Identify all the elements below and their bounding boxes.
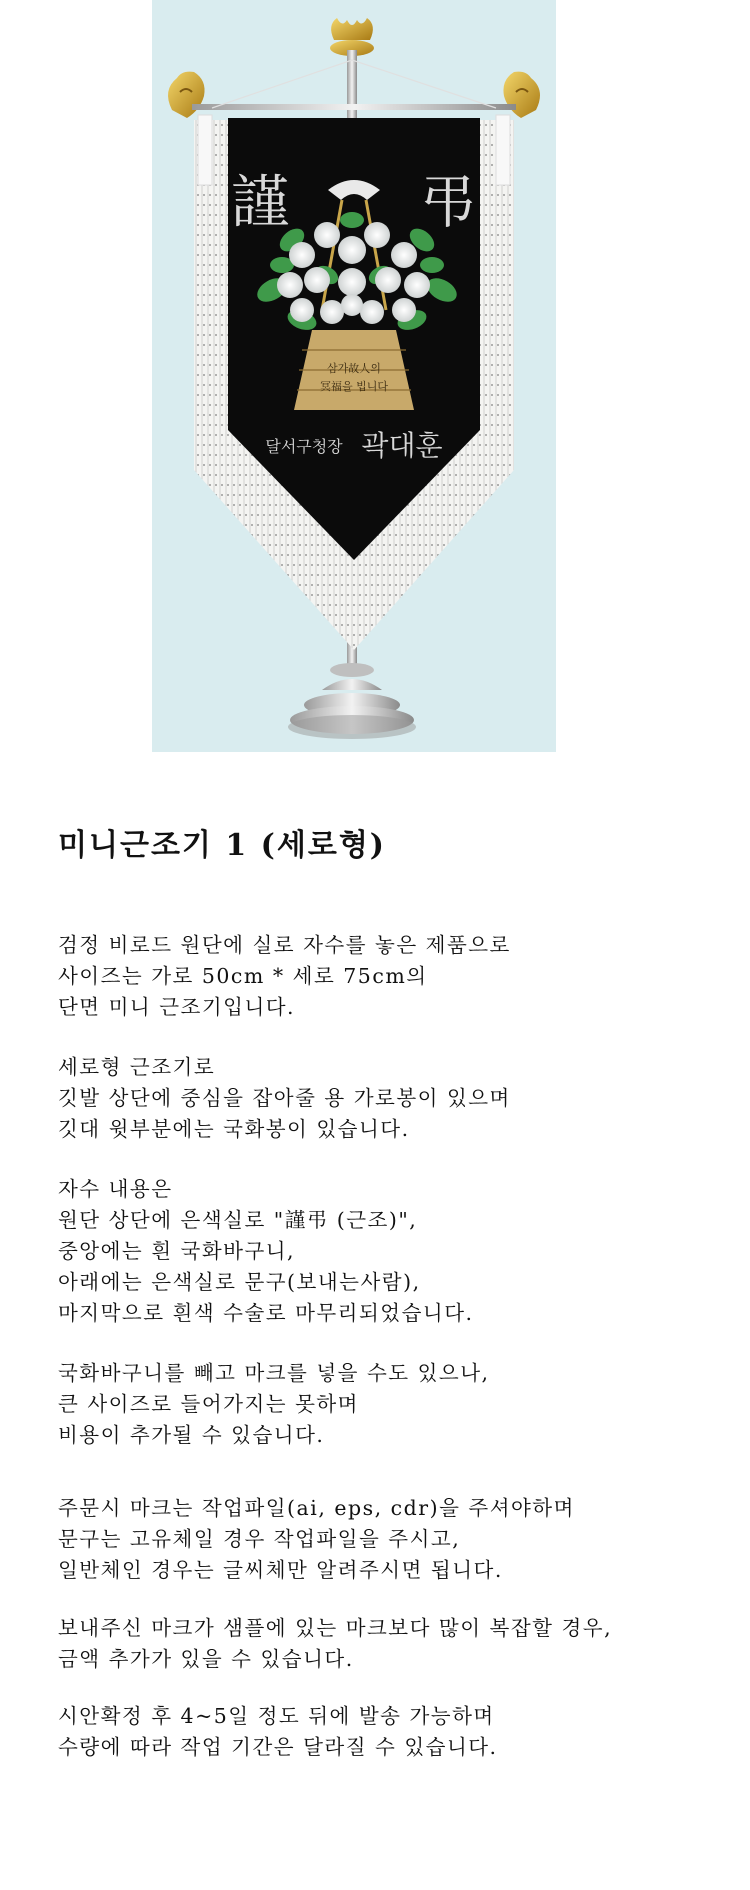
sender-name-text: 곽대훈 xyxy=(361,429,443,462)
description-line: 중앙에는 흰 국화바구니, xyxy=(58,1239,296,1263)
description-line: 원단 상단에 은색실로 "謹弔 (근조)", xyxy=(58,1208,418,1232)
description-paragraph xyxy=(58,1174,738,1329)
description-line: 아래에는 은색실로 문구(보내는사람), xyxy=(58,1270,421,1294)
description-line: 국화바구니를 빼고 마크를 넣을 수도 있으나, xyxy=(58,1361,490,1385)
description-paragraph xyxy=(58,1493,738,1586)
description-line: 주문시 마크는 작업파일(ai, eps, cdr)을 주셔야하며 xyxy=(58,1496,575,1520)
description-line: 단면 미니 근조기입니다. xyxy=(58,995,296,1019)
mourning-banner-illustration xyxy=(152,0,556,752)
description-line: 깃발 상단에 중심을 잡아줄 용 가로봉이 있으며 xyxy=(58,1086,511,1110)
description-paragraph xyxy=(58,1358,738,1451)
flower-basket xyxy=(294,330,414,410)
banner-left-character: 謹 xyxy=(230,168,290,236)
description-line: 보내주신 마크가 샘플에 있는 마크보다 많이 복잡할 경우, xyxy=(58,1616,613,1640)
banner-right-character: 弔 xyxy=(418,168,478,236)
description-paragraph xyxy=(58,1052,738,1145)
description-line: 수량에 따라 작업 기간은 달라질 수 있습니다. xyxy=(58,1735,498,1759)
description-line: 마지막으로 흰색 수술로 마무리되었습니다. xyxy=(58,1301,474,1325)
description-line: 사이즈는 가로 50cm * 세로 75cm의 xyxy=(58,964,428,988)
sender-title-text: 달서구청장 xyxy=(265,437,343,456)
product-description xyxy=(58,930,738,1763)
description-line: 문구는 고유체일 경우 작업파일을 주시고, xyxy=(58,1527,461,1551)
description-line: 큰 사이즈로 들어가지는 못하며 xyxy=(58,1392,359,1416)
description-line: 세로형 근조기로 xyxy=(58,1055,216,1079)
description-paragraph xyxy=(58,930,738,1023)
description-paragraph xyxy=(58,1701,738,1763)
description-line: 금액 추가가 있을 수 있습니다. xyxy=(58,1647,354,1671)
description-line: 자수 내용은 xyxy=(58,1177,173,1201)
description-paragraph xyxy=(58,1613,738,1675)
basket-text-line2: 冥福을 빕니다 xyxy=(319,380,389,393)
description-line: 비용이 추가될 수 있습니다. xyxy=(58,1423,325,1447)
cross-bar xyxy=(192,104,516,110)
basket-text-line1: 삼가故人의 xyxy=(327,362,381,375)
product-title: 미니근조기 1 (세로형) xyxy=(58,828,386,863)
description-line: 시안확정 후 4~5일 정도 뒤에 발송 가능하며 xyxy=(58,1704,495,1728)
description-line: 깃대 윗부분에는 국화봉이 있습니다. xyxy=(58,1117,410,1141)
product-photo xyxy=(152,0,556,752)
description-line: 일반체인 경우는 글씨체만 알려주시면 됩니다. xyxy=(58,1558,503,1582)
description-line: 검정 비로드 원단에 실로 자수를 놓은 제품으로 xyxy=(58,933,511,957)
